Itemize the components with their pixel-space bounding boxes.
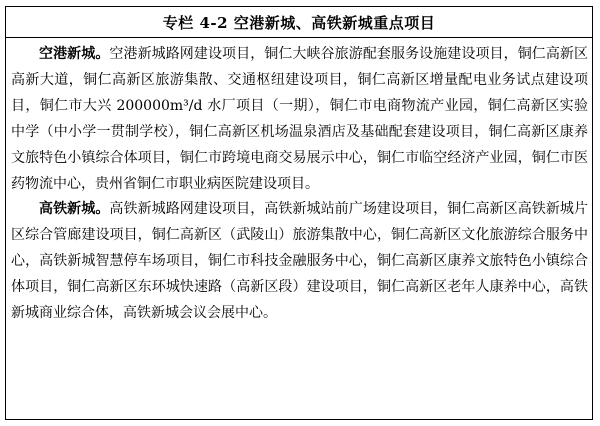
table-title: 专栏 4-2 空港新城、高铁新城重点项目 xyxy=(6,7,592,38)
section-airport xyxy=(11,42,588,197)
section-body: 空港新城路网建设项目，铜仁大峡谷旅游配套服务设施建设项目，铜仁高新区高新大道，铜仁高新区旅游集散、交通枢纽建设项目，铜仁高新区增量配电业务试点建设项目，铜仁市大兴 200000m³/d 水厂项目（一期），铜仁市电商物流产业园，铜仁高新区实验中学（中小学一贯制学校），铜仁高新区机场温泉酒店及基础配套建设项目，铜仁高新区康养文旅特色小镇综合体项目，铜仁市跨境电商交易展示中心，铜仁市临空经济产业园，铜仁市医药物流中心，贵州省铜仁市职业病医院建设项目。 xyxy=(11,46,589,192)
project-table xyxy=(5,6,593,420)
table-content xyxy=(6,38,592,327)
section-body: 高铁新城路网建设项目，高铁新城站前广场建设项目，铜仁高新区高铁新城片区综合管廊建设项目，铜仁高新区（武陵山）旅游集散中心，铜仁高新区文化旅游综合服务中心，高铁新城智慧停车场项目，铜仁市科技金融服务中心，铜仁高新区康养文旅特色小镇综合体项目，铜仁高新区东环城快速路（高新区段）建设项目，铜仁高新区老年人康养中心，高铁新城商业综合体，高铁新城会议会展中心。 xyxy=(11,201,589,322)
section-highspeed-rail xyxy=(11,197,588,327)
section-heading: 高铁新城。 xyxy=(39,201,110,218)
section-heading: 空港新城。 xyxy=(39,46,110,62)
